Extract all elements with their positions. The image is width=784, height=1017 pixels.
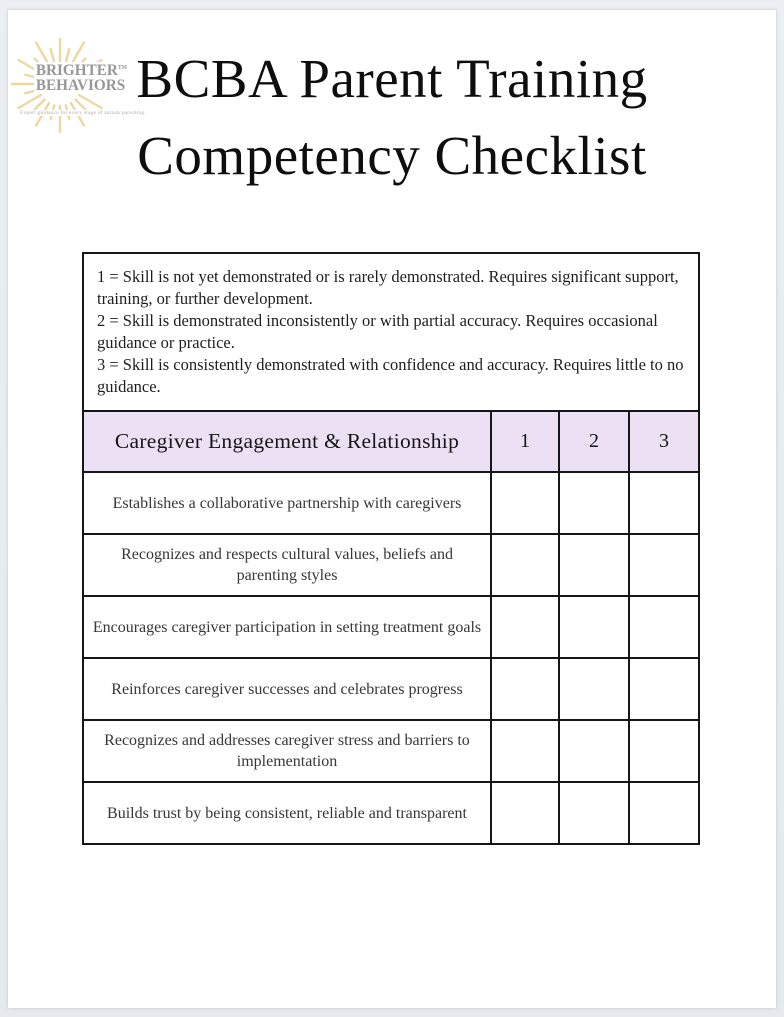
category-header: Caregiver Engagement & Relationship <box>83 411 491 472</box>
table-row <box>83 658 699 720</box>
rating-header-2: 2 <box>559 411 629 472</box>
rating-cell[interactable] <box>629 720 699 782</box>
rating-cell[interactable] <box>629 472 699 534</box>
rating-cell[interactable] <box>491 782 559 844</box>
page-title-line2: Competency Checklist <box>137 125 647 186</box>
rating-cell[interactable] <box>559 472 629 534</box>
competency-label: Recognizes and respects cultural values, beliefs and parenting styles <box>83 534 491 596</box>
table-row <box>83 782 699 844</box>
document-page <box>8 10 776 1008</box>
table-header-row <box>83 411 699 472</box>
brand-tagline: Expert guidance for every stage of autism parenting. <box>20 110 146 116</box>
page-title-line1: BCBA Parent Training <box>136 48 648 109</box>
scale-item-2: 2 = Skill is demonstrated inconsistently or with partial accuracy. Requires occasional guidance or practice. <box>97 311 658 352</box>
table-row <box>83 472 699 534</box>
rating-cell[interactable] <box>559 534 629 596</box>
rating-cell[interactable] <box>629 658 699 720</box>
rating-cell[interactable] <box>491 720 559 782</box>
competency-label: Recognizes and addresses caregiver stress and barriers to implementation <box>83 720 491 782</box>
page-title <box>8 40 776 194</box>
rating-cell[interactable] <box>629 782 699 844</box>
trademark-symbol: TM <box>117 65 128 71</box>
competency-rows <box>83 472 699 844</box>
brand-line2: BEHAVIORS <box>35 77 126 94</box>
table-row <box>83 534 699 596</box>
brand-line1: BRIGHTER <box>35 62 118 79</box>
competency-label: Establishes a collaborative partnership with caregivers <box>83 472 491 534</box>
rating-scale-row <box>83 253 699 411</box>
rating-cell[interactable] <box>559 782 629 844</box>
rating-cell[interactable] <box>629 534 699 596</box>
rating-cell[interactable] <box>559 658 629 720</box>
rating-cell[interactable] <box>559 596 629 658</box>
rating-scale-legend <box>83 253 699 411</box>
rating-header-1: 1 <box>491 411 559 472</box>
competency-label: Encourages caregiver participation in setting treatment goals <box>83 596 491 658</box>
rating-cell[interactable] <box>491 596 559 658</box>
scale-item-1: 1 = Skill is not yet demonstrated or is rarely demonstrated. Requires significant support, training, or further development. <box>97 267 679 308</box>
rating-header-3: 3 <box>629 411 699 472</box>
rating-cell[interactable] <box>629 596 699 658</box>
table-row <box>83 596 699 658</box>
rating-cell[interactable] <box>491 534 559 596</box>
table-row <box>83 720 699 782</box>
competency-label: Reinforces caregiver successes and celebrates progress <box>83 658 491 720</box>
scale-item-3: 3 = Skill is consistently demonstrated with confidence and accuracy. Requires little to no guidance. <box>97 355 684 396</box>
rating-cell[interactable] <box>559 720 629 782</box>
competency-checklist-table <box>82 252 700 845</box>
rating-cell[interactable] <box>491 658 559 720</box>
rating-cell[interactable] <box>491 472 559 534</box>
competency-label: Builds trust by being consistent, reliable and transparent <box>83 782 491 844</box>
